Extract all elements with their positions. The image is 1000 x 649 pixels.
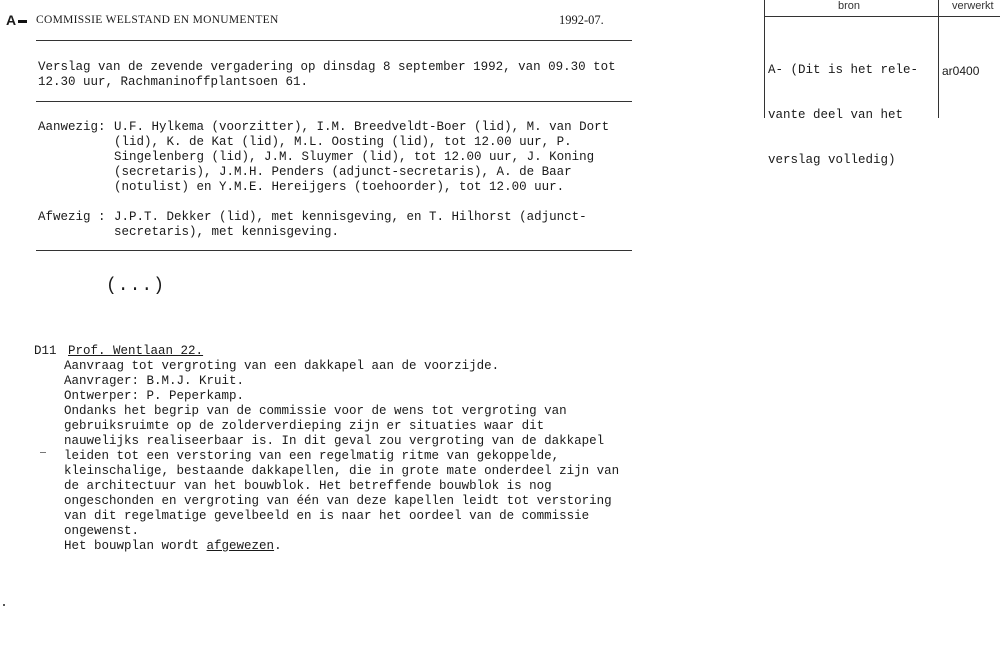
source-note-line: A- (Dit is het rele-: [768, 63, 919, 77]
attendees-line: U.F. Hylkema (voorzitter), I.M. Breedveldt-Boer (lid), M. van Dort: [114, 120, 610, 134]
index-box-header-rule: [764, 16, 1000, 17]
decision-word: afgewezen: [206, 539, 275, 553]
attendees-line: (notulist) en Y.M.E. Hereijgers (toehoorder), tot 12.00 uur.: [114, 180, 565, 194]
item-line: Aanvraag tot vergroting van een dakkapel aan de voorzijde.: [64, 359, 500, 373]
source-note: [768, 33, 918, 198]
absentees-list: [114, 210, 587, 240]
attendees-list: [114, 120, 609, 195]
processed-code: ar0400: [942, 64, 980, 78]
item-line: Ondanks het begrip van de commissie voor de wens tot vergroting van: [64, 404, 567, 418]
page-marker: [6, 12, 27, 28]
index-box-left-border: [764, 0, 765, 118]
attendees-label: Aanwezig:: [38, 120, 106, 134]
divider: [36, 40, 632, 41]
item-line: ongeschonden en vergroting van één van deze kapellen leidt tot verstoring: [64, 494, 612, 508]
attendees-line: (lid), K. de Kat (lid), M.L. Oosting (lid), tot 12.00 uur, P.: [114, 135, 572, 149]
meeting-description: [38, 60, 616, 90]
divider: [36, 250, 632, 251]
scan-speck: [3, 604, 5, 606]
index-box: [764, 0, 1000, 167]
attendees-line: Singelenberg (lid), J.M. Sluymer (lid), tot 12.00 uur, J. Koning: [114, 150, 595, 164]
source-note-line: vante deel van het: [768, 108, 904, 122]
attendees-line: (secretaris), J.M.H. Penders (adjunct-secretaris), A. de Baar: [114, 165, 572, 179]
omission-marker: (...): [106, 276, 166, 296]
item-line: ongewenst.: [64, 524, 140, 538]
margin-mark: [40, 452, 46, 453]
divider: [36, 101, 632, 102]
absentees-line: J.P.T. Dekker (lid), met kennisgeving, en T. Hilhorst (adjunct-: [114, 210, 587, 224]
item-line: Ontwerper: P. Peperkamp.: [64, 389, 245, 403]
absentees-label: Afwezig :: [38, 210, 106, 224]
index-box-column-divider: [938, 0, 939, 118]
item-line: nauwelijks realiseerbaar is. In dit geval zou vergroting van de dakkapel: [64, 434, 605, 448]
item-line: kleinschalige, bestaande dakkapellen, die in grote mate onderdeel zijn van: [64, 464, 620, 478]
item-line: leiden tot een verstoring van een regelmatig ritme van gekoppelde,: [64, 449, 560, 463]
item-line: de architectuur van het bouwblok. Het betreffende bouwblok is nog: [64, 479, 552, 493]
processed-column-header: verwerkt: [952, 0, 994, 12]
page-marker-letter: A: [6, 12, 17, 28]
item-line: gebruiksruimte op de zolderverdieping zijn er situaties waar dit: [64, 419, 545, 433]
source-column-header: bron: [838, 0, 861, 12]
agenda-item: [34, 344, 619, 554]
item-decision: [64, 539, 619, 554]
item-body: [64, 359, 619, 554]
decision-suffix: .: [274, 539, 282, 553]
committee-title: COMMISSIE WELSTAND EN MONUMENTEN: [36, 14, 279, 26]
page-marker-dash: [18, 20, 27, 23]
document-date: 1992-07.: [559, 13, 604, 27]
item-line: Aanvrager: B.M.J. Kruit.: [64, 374, 245, 388]
absentees-line: secretaris), met kennisgeving.: [114, 225, 340, 239]
decision-prefix: Het bouwplan wordt: [64, 539, 200, 553]
source-note-line: verslag volledig): [768, 153, 896, 167]
meeting-line: Verslag van de zevende vergadering op dinsdag 8 september 1992, van 09.30 tot: [38, 60, 616, 74]
item-address: Prof. Wentlaan 22.: [68, 344, 204, 358]
item-line: van dit regelmatige gevelbeeld en is naar het oordeel van de commissie: [64, 509, 590, 523]
meeting-line: 12.30 uur, Rachmaninoffplantsoen 61.: [38, 75, 309, 89]
item-number: D11: [34, 344, 57, 358]
